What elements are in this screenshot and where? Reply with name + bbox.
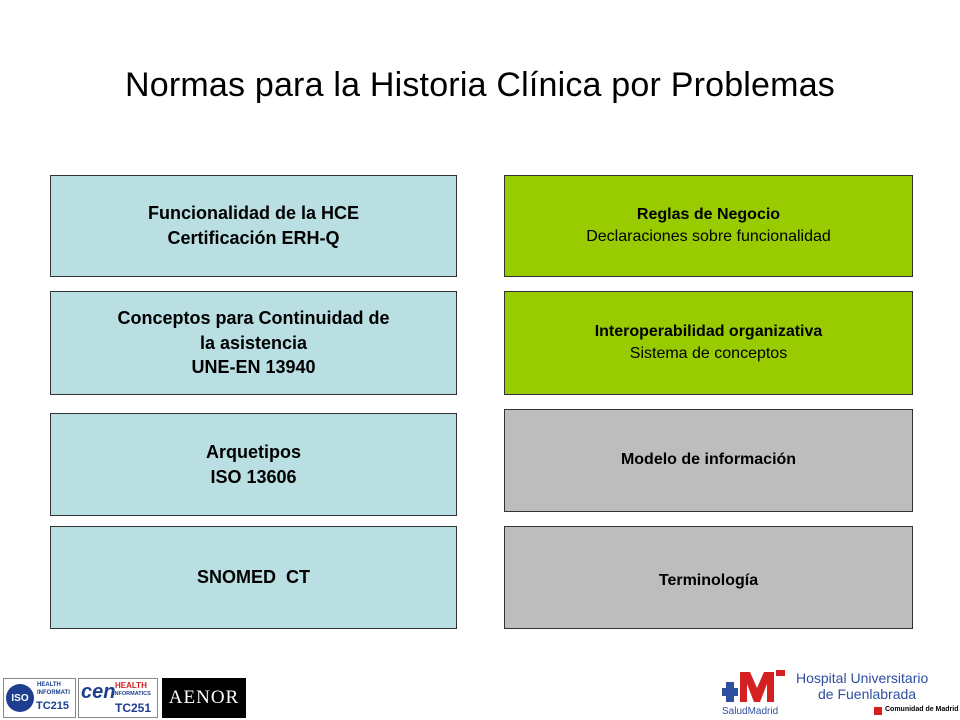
iso-health-text: HEALTH: [37, 682, 61, 688]
left-box-line: UNE-EN 13940: [191, 357, 316, 378]
iso-mark: ISO: [6, 684, 34, 712]
left-box-line: Arquetipos: [205, 441, 301, 462]
left-box-snomed: [50, 526, 457, 629]
aenor-mark: AENOR: [168, 687, 240, 708]
right-box-heading: Reglas de Negocio: [636, 205, 781, 223]
left-box-line: Conceptos para Continuidad de: [117, 307, 390, 328]
left-box-line: Funcionalidad de la HCE: [147, 203, 360, 224]
cen-tc251-logo: [78, 678, 158, 718]
right-box-heading: Modelo de información: [620, 451, 797, 469]
right-box-information-model: [504, 409, 913, 512]
hospital-name-line2: de Fuenlabrada: [818, 686, 917, 702]
aenor-logo: [162, 678, 246, 718]
salud-madrid-emblem: [722, 668, 788, 706]
left-box-archetypes: [50, 413, 457, 516]
salud-madrid-logo: [722, 668, 788, 718]
hospital-logo: [796, 670, 959, 718]
community-of-madrid-text: Comunidad de Madrid: [885, 706, 959, 713]
page-title: Normas para la Historia Clínica por Problemas: [124, 66, 836, 104]
community-of-madrid-flag-icon: [874, 707, 882, 715]
cen-mark: cen: [81, 681, 116, 703]
right-box-terminology: [504, 526, 913, 629]
iso-tc215-logo: [3, 678, 76, 718]
left-box-functionality: [50, 175, 457, 277]
left-box-line: ISO 13606: [210, 466, 297, 487]
right-box-subtext: Declaraciones sobre funcionalidad: [586, 228, 831, 245]
cen-informatics-text: INFORMATICS: [113, 691, 151, 697]
left-box-concepts: [50, 291, 457, 395]
left-box-line: Certificación ERH-Q: [167, 228, 340, 248]
salud-madrid-text: SaludMadrid: [722, 706, 779, 717]
cen-health-text: HEALTH: [115, 681, 147, 690]
right-box-interoperability: [504, 291, 913, 395]
left-box-line: SNOMED CT: [196, 567, 310, 588]
left-box-line: la asistencia: [199, 332, 308, 353]
iso-informatics-text: INFORMATI: [37, 690, 70, 696]
hospital-name-line1: Hospital Universitario: [796, 670, 929, 686]
right-box-heading: Interoperabilidad organizativa: [594, 322, 823, 340]
right-box-subtext: Sistema de conceptos: [629, 345, 788, 362]
iso-tc215-text: TC215: [36, 700, 70, 712]
cen-tc251-text: TC251: [115, 701, 152, 715]
right-box-heading: Terminología: [658, 572, 759, 590]
right-box-business-rules: [504, 175, 913, 277]
